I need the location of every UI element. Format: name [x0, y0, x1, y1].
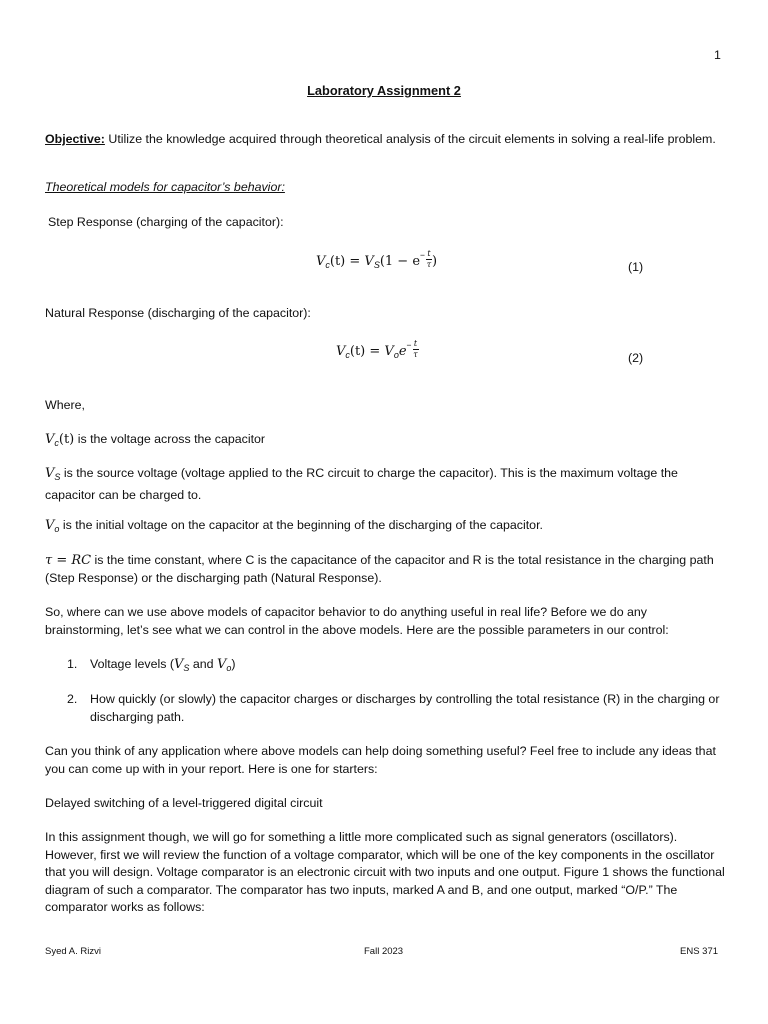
natural-response-label: Natural Response (discharging of the capacitor): — [45, 306, 311, 320]
equation-2-number: (2) — [628, 351, 644, 365]
paragraph-delayed-switching: Delayed switching of a level-triggered digital circuit — [45, 796, 323, 810]
page-number: 1 — [714, 48, 721, 62]
models-heading: Theoretical models for capacitor’s behavior: — [45, 180, 285, 194]
paragraph-application: Can you think of any application where above models can help doing something useful? Feel free to include any ideas that you can come up with in your report. Here is one for starters: — [45, 744, 716, 776]
footer-course: ENS 371 — [680, 946, 719, 957]
definition-vo: $V_o$ is the initial voltage on the capacitor at the beginning of the discharging of the capacitor. — [45, 518, 543, 534]
equation-1-number: (1) — [628, 260, 644, 274]
paragraph-assignment: In this assignment though, we will go for something a little more complicated such as signal generators (oscillators). However, first we will review the function of a voltage comparator, which will be one of the key components in the oscillator that you will design. Voltage comparator is an electronic circuit with two inputs and one output. Figure 1 shows the functional diagram of such a comparator. The comparator has two inputs, marked A and B, and one output, marked “O/P.” The comparator works as follows: — [45, 830, 725, 914]
footer-term: Fall 2023 — [364, 946, 404, 957]
where-label: Where, — [45, 398, 85, 412]
definition-tau: τ = RC is the time constant, where C is the capacitance of the capacitor and R is the total resistance in the charging path (Step Response) or the discharging path (Natural Response). — [45, 553, 714, 585]
objective-label: Objective: — [45, 132, 105, 146]
document-page: 1 Laboratory Assignment 2 Objective: Utilize the knowledge acquired through theoretical analysis of the circuit elements in solving a real-life problem. Theoretical models for capacitor’s behavior: Step Response (charging of the capacitor): $V_c(t) = V_S(1 - e^-$ $\frac{t}{\tau}$ ) (1) Natural Response (discharging of the capacitor): $V_c(t) = V_oe^-$ $\frac{t}{\tau}$ (2) Where, $V_c(t)$ is the voltage across the capacitor $V_S$ is the source voltage (voltage applied to the RC circuit to charge the capacitor). This is the maximum voltage the capacitor can be charged to. $V_o$ is the initial voltage on the capacitor at the beginning of the discharging of the capacitor. τ = RC is the time constant, where C is the capacitance of the capacitor and R is the total resistance in the charging path (Step Response) or the discharging path (Natural Response). So, where can we use above models of capacitor behavior to do anything useful in real life? Before we do any brainstorming, let’s see what we can control in the above models. Here are the possible parameters in our control: 1. Voltage levels ($V_S$ and $V_o$) 2. How quickly (or slowly) the capacitor charges or discharges by controlling the total resistance (R) in the charging or discharging path. Can you think of any application where above models can help doing something useful? Feel free to include any ideas that you can come up with in your report. Here is one for starters: Delayed switching of a level-triggered digital circuit In this assignment though, we will go for something a little more complicated such as signal generators (oscillators). However, first we will review the function of a voltage comparator, which will be one of the key components in the oscillator that you will design. Voltage comparator is an electronic circuit with two inputs and one output. Figure 1 shows the functional diagram of such a comparator. The comparator has two inputs, marked A and B, and one output, marked “O/P.” The comparator works as follows: Syed A. Rizvi Fall 2023 ENS 371 — [0, 0, 768, 1024]
objective-paragraph — [45, 131, 725, 149]
paragraph-so: So, where can we use above models of capacitor behavior to do anything useful in real life? Before we do any brainstorming, let’s see what we can control in the above models. Here are the possible parameters in our control: — [45, 605, 669, 637]
definition-vs: $V_S$ is the source voltage (voltage applied to the RC circuit to charge the capacitor). This is the maximum voltage the capacitor can be charged to. — [45, 466, 678, 502]
definition-vc: $V_c(t)$ is the voltage across the capacitor — [45, 432, 266, 448]
footer-author: Syed A. Rizvi — [45, 946, 101, 957]
objective-text: Utilize the knowledge acquired through theoretical analysis of the circuit elements in solving a real-life problem. — [104, 132, 716, 146]
equation-1: $V_c(t) = V_S(1 - e^-$ $\frac{t}{\tau}$ ) — [316, 249, 438, 270]
step-response-label: Step Response (charging of the capacitor): — [48, 215, 284, 229]
equation-2: $V_c(t) = V_oe^-$ $\frac{t}{\tau}$ — [336, 339, 418, 360]
page-title: Laboratory Assignment 2 — [307, 83, 461, 98]
